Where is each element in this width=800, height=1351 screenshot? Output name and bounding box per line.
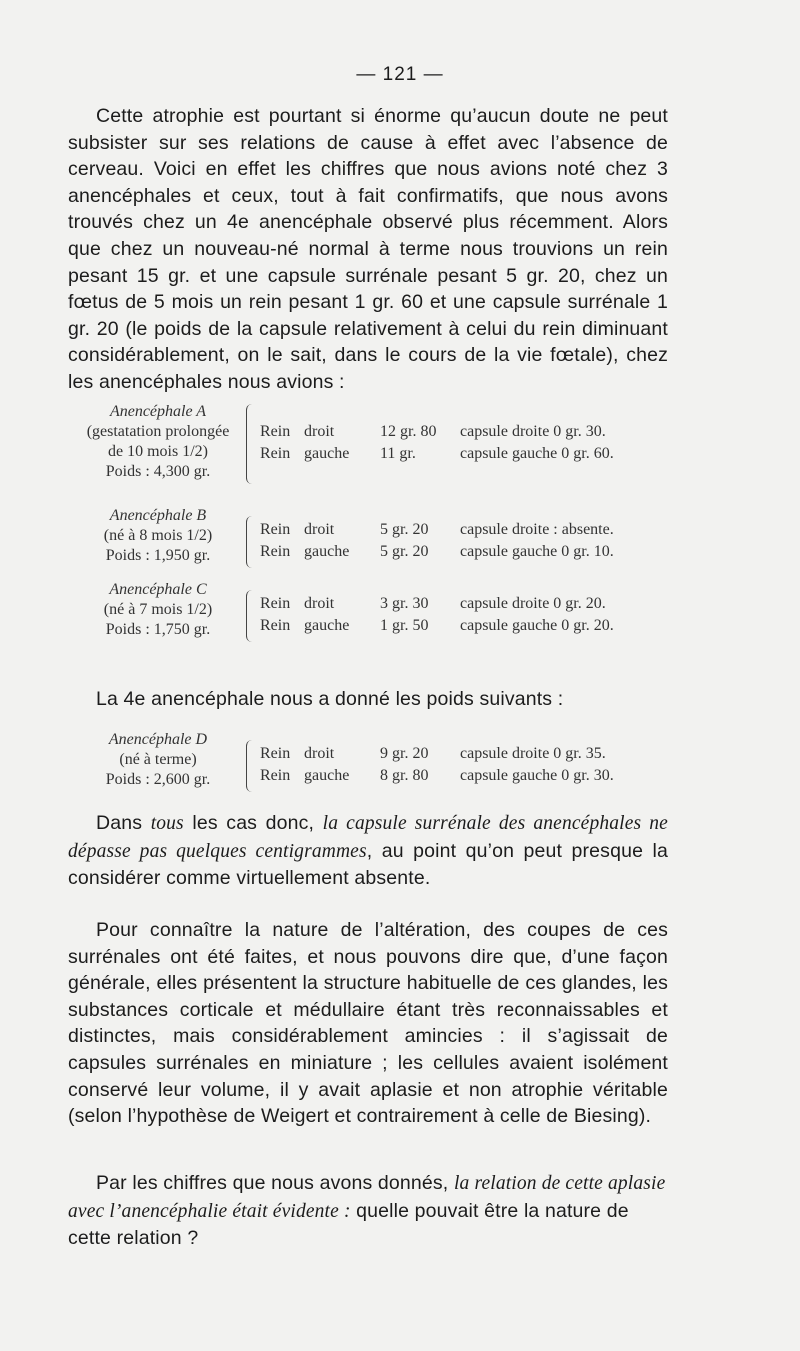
case-b-brace bbox=[246, 516, 257, 568]
paragraph-question-text bbox=[68, 1170, 668, 1252]
paragraph-intro bbox=[68, 103, 668, 396]
rein-label: Rein bbox=[260, 767, 291, 784]
capsule-weight: capsule droite 0 gr. 30. bbox=[460, 423, 606, 440]
italic-run: la capsule surrénale des anencéphales ne dépasse pas quelques centigrammes bbox=[68, 813, 668, 862]
case-a-detail-3: Poids : 4,300 gr. bbox=[105, 463, 211, 480]
capsule-weight: capsule droite 0 gr. 20. bbox=[460, 595, 606, 612]
rein-weight: 1 gr. 50 bbox=[380, 617, 429, 634]
case-b-measures bbox=[260, 520, 670, 564]
case-b-detail-2: Poids : 1,950 gr. bbox=[105, 547, 211, 564]
rein-weight: 8 gr. 80 bbox=[380, 767, 429, 784]
rein-label: Rein bbox=[260, 617, 291, 634]
paragraph-fourth-text: La 4e anencéphale nous a donné les poids suivants : bbox=[96, 688, 564, 710]
case-c-detail-2: Poids : 1,750 gr. bbox=[105, 621, 211, 638]
case-c-name: Anencéphale C bbox=[109, 581, 207, 598]
case-d-measures bbox=[260, 744, 670, 788]
case-c-detail-1: (né à 7 mois 1/2) bbox=[103, 601, 213, 618]
rein-label: Rein bbox=[260, 423, 291, 440]
case-a bbox=[68, 402, 668, 490]
paragraph-intro-text: Cette atrophie est pourtant si énorme qu’aucun doute ne peut subsister sur ses relations de cause à effet avec l’absence de cerveau. Voici en effet les chiffres que nous avions noté chez 3 anencéphales et ceux, tout à fait confirmatifs, que nous avons trouvés chez un 4e anencéphale observé plus récemment. Alors que chez un nouveau-né normal à terme nous trouvions un rein pesant 15 gr. et une capsule surrénale pesant 5 gr. 20, chez un fœtus de 5 mois un rein pesant 1 gr. 60 et une capsule surrénale 1 gr. 20 (le poids de la capsule relativement à celui du rein diminuant considérablement, on le sait, dans le cours de la vie fœtale), chez les anencéphales nous avions : bbox=[68, 105, 668, 393]
paragraph-histology-text: Pour connaître la nature de l’altération, des coupes de ces surrénales ont été faites, et nous pouvons dire que, d’une façon générale, elles présentent la structure habituelle de ces glandes, les substances corticale et médullaire étant très reconnaissables et distinctes, mais considérablement amincies : il s’agissait de capsules surrénales en miniature ; les cellules avaient isolément conservé leur volume, il y avait aplasie et non atrophie véritable (selon l’hypothèse de Weigert et contrairement à celle de Biesing). bbox=[68, 919, 668, 1128]
case-b-row-gauche bbox=[260, 542, 670, 564]
text-run: Par les chiffres que nous avons donnés, bbox=[96, 1172, 454, 1194]
paragraph-conclusion-text bbox=[68, 810, 668, 892]
paragraph-fourth bbox=[68, 686, 668, 713]
side-label: droit bbox=[304, 521, 335, 538]
case-b bbox=[68, 506, 668, 572]
side-label: gauche bbox=[304, 617, 350, 634]
case-a-measures bbox=[260, 422, 670, 466]
case-d-detail-2: Poids : 2,600 gr. bbox=[105, 771, 211, 788]
text-run: quelle pouvait être la nature de cette relation ? bbox=[68, 1199, 629, 1250]
rein-weight: 5 gr. 20 bbox=[380, 543, 429, 560]
rein-weight: 12 gr. 80 bbox=[380, 423, 437, 440]
text-run: Dans bbox=[96, 812, 151, 834]
case-c-brace bbox=[246, 590, 257, 642]
side-label: droit bbox=[304, 423, 335, 440]
case-a-row-droit bbox=[260, 422, 670, 444]
rein-label: Rein bbox=[260, 521, 291, 538]
page-number: — 121 — bbox=[356, 64, 444, 85]
rein-label: Rein bbox=[260, 543, 291, 560]
text-run: , au point qu’on peut presque la considérer comme virtuellement absente. bbox=[68, 839, 668, 890]
capsule-weight: capsule gauche 0 gr. 60. bbox=[460, 445, 614, 462]
text-run: les cas donc, bbox=[183, 812, 323, 834]
case-c-measures bbox=[260, 594, 670, 638]
case-b-name: Anencéphale B bbox=[109, 507, 207, 524]
case-b-label bbox=[68, 506, 248, 566]
case-d-row-droit bbox=[260, 744, 670, 766]
case-a-row-gauche bbox=[260, 444, 670, 466]
side-label: gauche bbox=[304, 767, 350, 784]
case-a-detail-1: (gestatation prolongée bbox=[86, 423, 230, 440]
rein-weight: 11 gr. bbox=[380, 445, 416, 462]
paragraph-histology bbox=[68, 917, 668, 1130]
case-d-detail-1: (né à terme) bbox=[119, 751, 197, 768]
italic-run: tous bbox=[150, 813, 184, 834]
case-b-row-droit bbox=[260, 520, 670, 542]
case-a-detail-2: de 10 mois 1/2) bbox=[108, 443, 208, 460]
rein-weight: 9 gr. 20 bbox=[380, 745, 429, 762]
case-a-brace bbox=[246, 404, 257, 484]
rein-label: Rein bbox=[260, 595, 291, 612]
capsule-weight: capsule gauche 0 gr. 10. bbox=[460, 543, 614, 560]
paragraph-question bbox=[68, 1170, 668, 1252]
case-d-label bbox=[68, 730, 248, 790]
case-c-row-droit bbox=[260, 594, 670, 616]
rein-label: Rein bbox=[260, 745, 291, 762]
case-a-label bbox=[68, 402, 248, 482]
paragraph-conclusion bbox=[68, 810, 668, 892]
capsule-weight: capsule gauche 0 gr. 20. bbox=[460, 617, 614, 634]
case-c-label bbox=[68, 580, 248, 640]
case-b-detail-1: (né à 8 mois 1/2) bbox=[103, 527, 213, 544]
side-label: droit bbox=[304, 595, 335, 612]
rein-weight: 5 gr. 20 bbox=[380, 521, 429, 538]
case-c-row-gauche bbox=[260, 616, 670, 638]
side-label: gauche bbox=[304, 543, 350, 560]
side-label: gauche bbox=[304, 445, 350, 462]
rein-weight: 3 gr. 30 bbox=[380, 595, 429, 612]
side-label: droit bbox=[304, 745, 335, 762]
case-d-name: Anencéphale D bbox=[108, 731, 208, 748]
capsule-weight: capsule droite : absente. bbox=[460, 521, 614, 538]
italic-run: la relation de cette aplasie avec l’anencéphalie était évidente : bbox=[68, 1173, 666, 1222]
case-d-row-gauche bbox=[260, 766, 670, 788]
rein-label: Rein bbox=[260, 445, 291, 462]
case-a-name: Anencéphale A bbox=[109, 403, 207, 420]
case-d bbox=[68, 730, 668, 796]
case-c bbox=[68, 580, 668, 646]
capsule-weight: capsule droite 0 gr. 35. bbox=[460, 745, 606, 762]
capsule-weight: capsule gauche 0 gr. 30. bbox=[460, 767, 614, 784]
case-d-brace bbox=[246, 740, 257, 792]
